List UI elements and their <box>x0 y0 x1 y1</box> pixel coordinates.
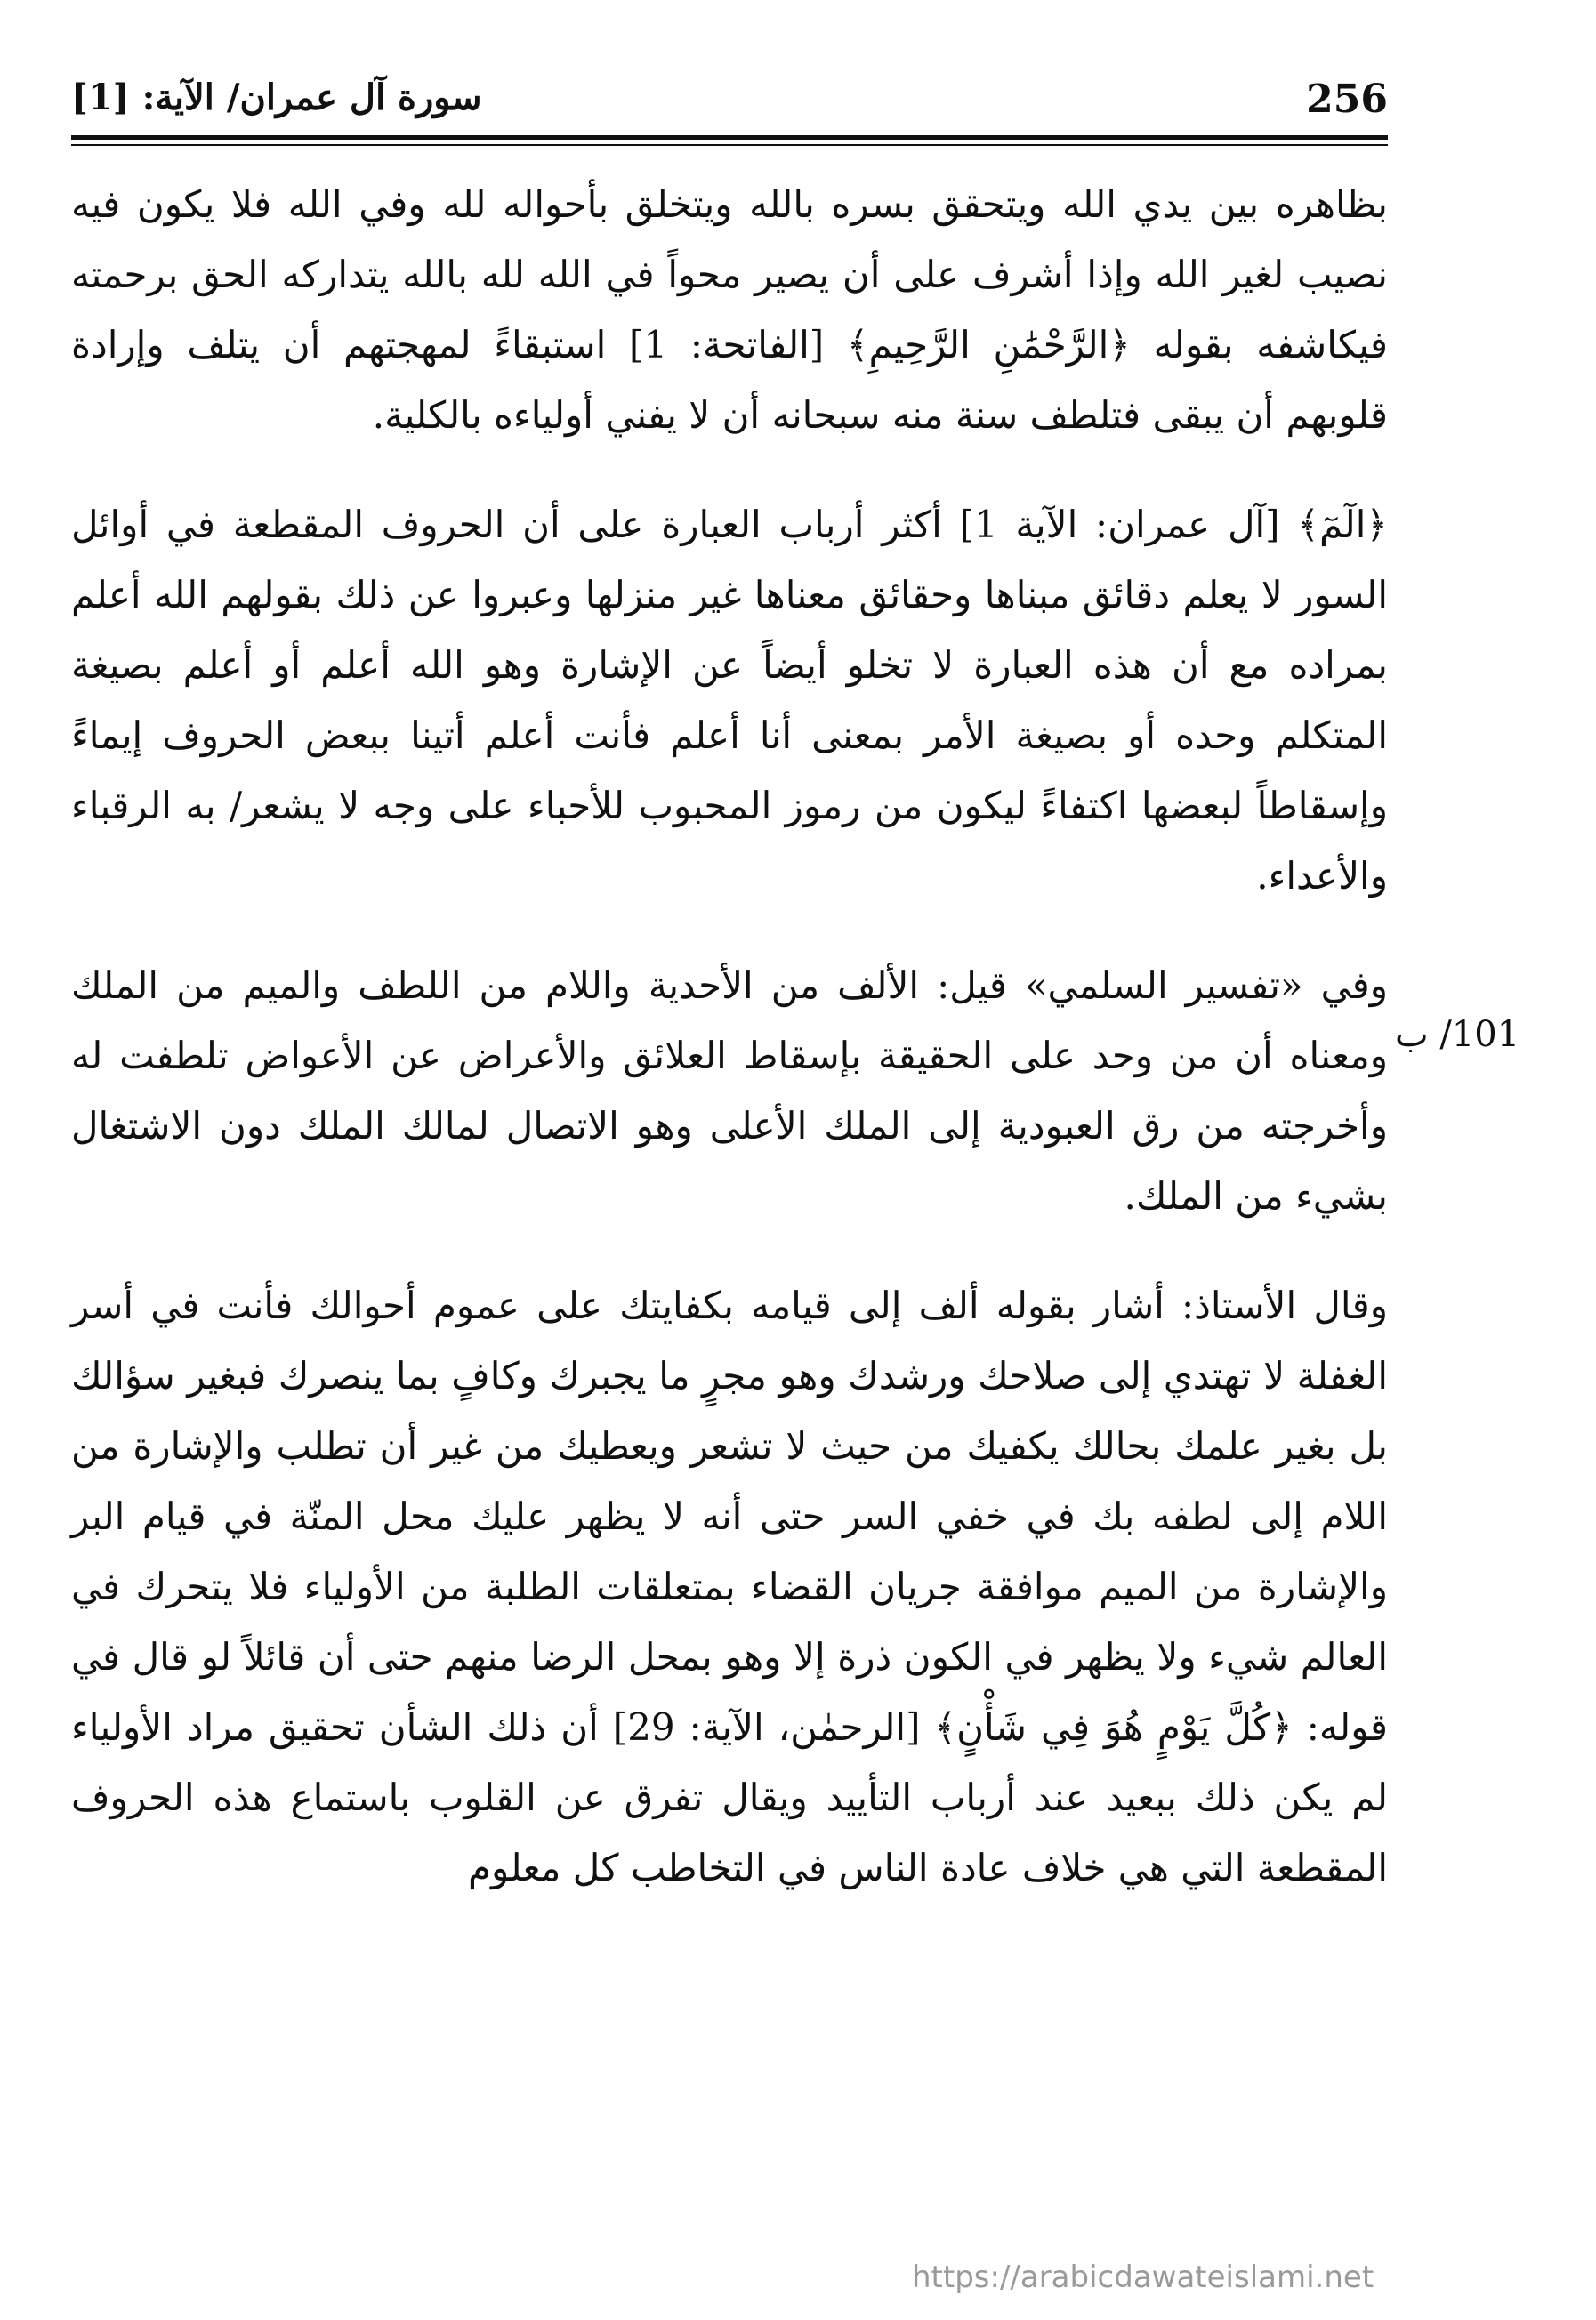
header-rule-thick <box>71 135 1388 140</box>
paragraph: وفي «تفسير السلمي» قيل: الألف من الأحدية واللام من اللطف والميم من الملك ومعناه أن من وحد على الحقيقة بإسقاط العلائق والأعراض عن الأعواض تلطفت له وأخرجته من رق العبودية إلى الملك الأعلى وهو الاتصال لمالك الملك دون الاشتغال بشيء من الملك. <box>71 963 1388 1218</box>
site-watermark: https://arabicdawateislami.net <box>912 2260 1374 2295</box>
manuscript-folio-marker: 101/ ب <box>1395 1014 1520 1055</box>
running-title: سورة آل عمران/ الآية: [1] <box>71 77 482 118</box>
page-number: 256 <box>1306 77 1388 122</box>
paragraph: بظاهره بين يدي الله ويتحقق بسره بالله ويتخلق بأحواله لله وفي الله فلا يكون فيه نصيب لغير الله وإذا أشرف على أن يصير محواً في الله لله بالله يتداركه الحق برحمته فيكاشفه بقوله ﴿الرَّحْمَٰنِ الرَّحِيمِ﴾ [الفاتحة: 1] استبقاءً لمهجتهم أن يتلف وإرادة قلوبهم أن يبقى فتلطف سنة منه سبحانه أن لا يفني أولياءه بالكلية. <box>71 182 1388 437</box>
page-header <box>71 73 1388 135</box>
header-rule-thin <box>71 144 1388 146</box>
paragraph: ﴿الٓمٓ﴾ [آل عمران: الآية 1] أكثر أرباب العبارة على أن الحروف المقطعة في أوائل السور لا يعلم دقائق مبناها وحقائق معناها غير منزلها وعبروا عن ذلك بقولهم الله أعلم بمراده مع أن هذه العبارة لا تخلو أيضاً عن الإشارة وهو الله أعلم أو أعلم بصيغة المتكلم وحده أو بصيغة الأمر بمعنى أنا أعلم فأنت أعلم أتينا ببعض الحروف إيماءً وإسقاطاً لبعضها اكتفاءً ليكون من رموز المحبوب للأحباء على وجه لا يشعر/ به الرقباء والأعداء. <box>71 503 1388 898</box>
body-text <box>71 169 1388 1903</box>
paragraph: وقال الأستاذ: أشار بقوله ألف إلى قيامه بكفايتك على عموم أحوالك فأنت في أسر الغفلة لا تهتدي إلى صلاحك ورشدك وهو مجرٍ ما يجبرك وكافٍ بما ينصرك فبغير سؤالك بل بغير علمك بحالك يكفيك من حيث لا تشعر ويعطيك من غير أن تطلب والإشارة من اللام إلى لطفه بك في خفي السر حتى أنه لا يظهر عليك محل المنّة في قيام البر والإشارة من الميم موافقة جريان القضاء بمتعلقات الطلبة من الأولياء فلا يتحرك في العالم شيء ولا يظهر في الكون ذرة إلا وهو بمحل الرضا منهم حتى أن قائلاً لو قال في قوله: ﴿كُلَّ يَوْمٍ هُوَ فِي شَأْنٍ﴾ [الرحمٰن، الآية: 29] أن ذلك الشأن تحقيق مراد الأولياء لم يكن ذلك ببعيد عند أرباب التأييد ويقال تفرق عن القلوب باستماع هذه الحروف المقطعة التي هي خلاف عادة الناس في التخاطب كل معلوم <box>71 1284 1388 1889</box>
